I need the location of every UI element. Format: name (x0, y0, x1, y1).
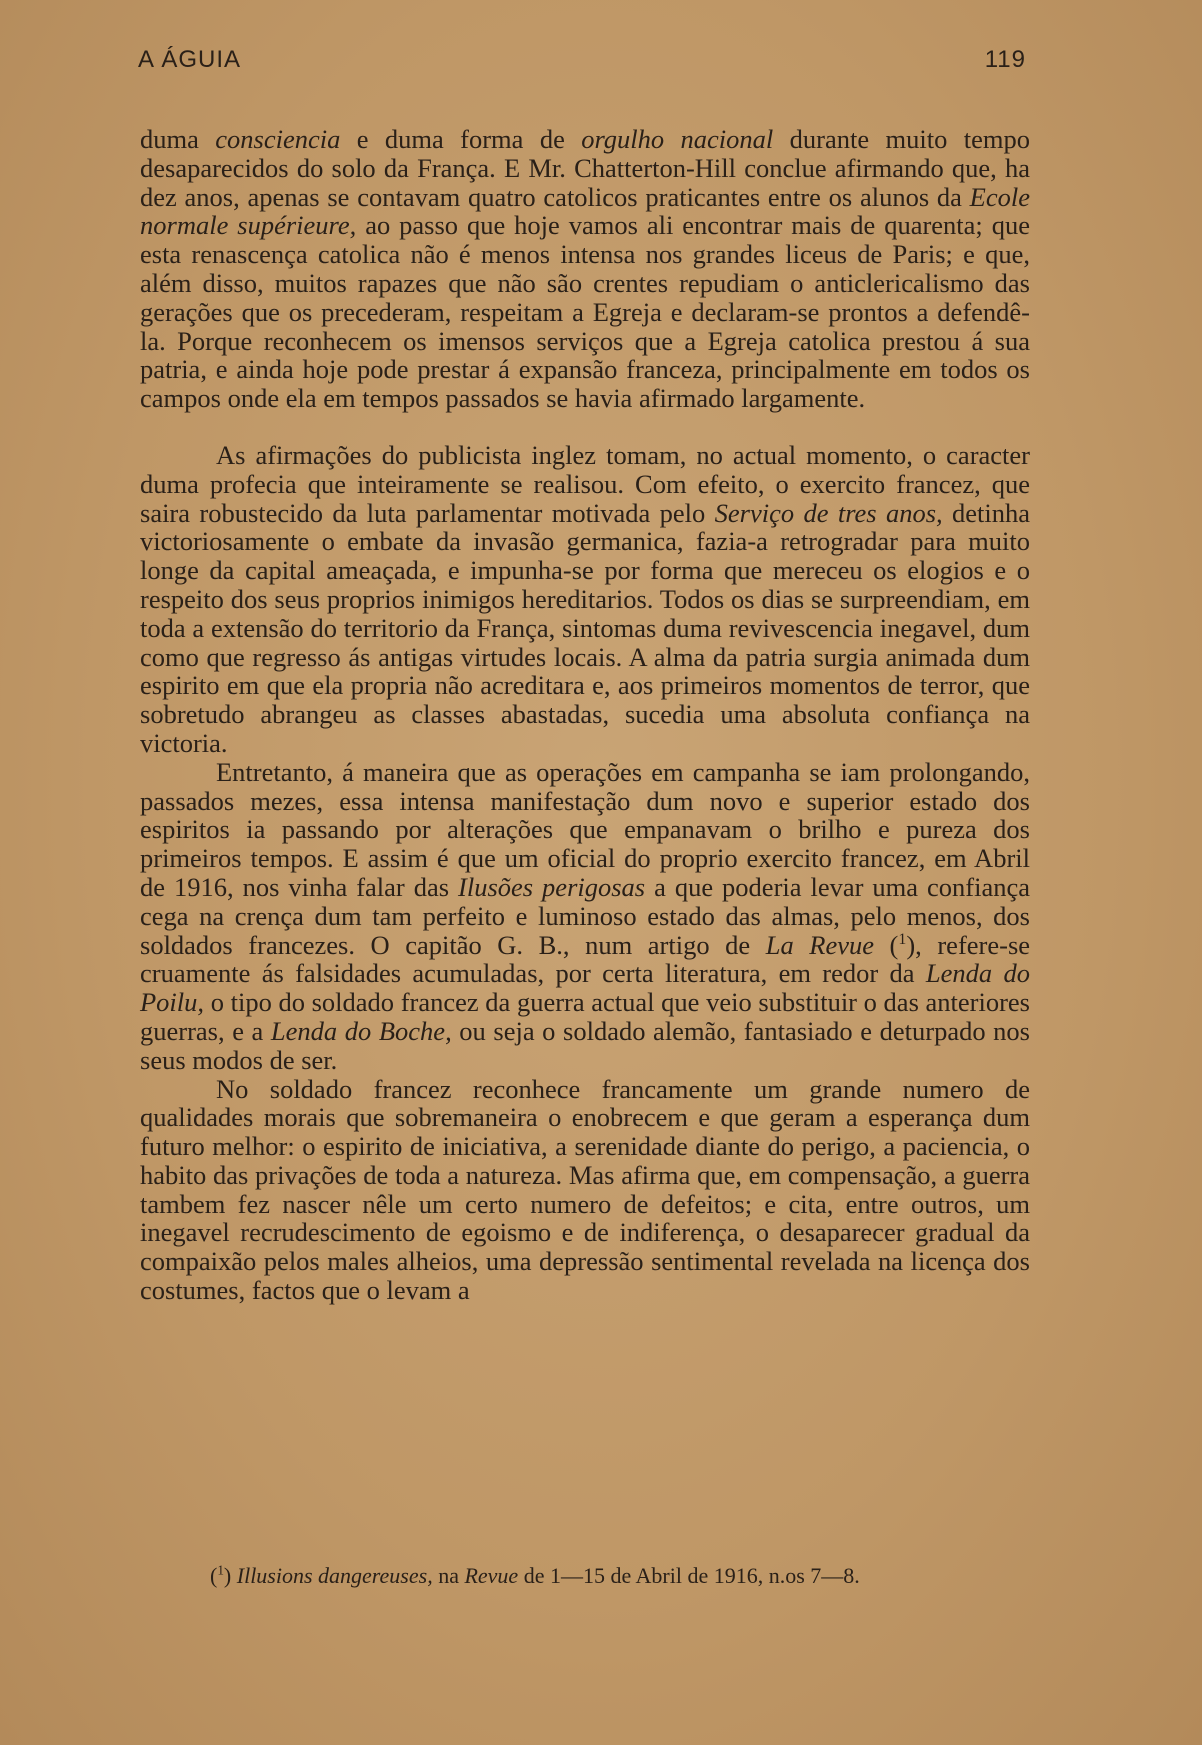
text-run: ), refere-se cruamente ás falsidades acumuladas, por certa literatura, em redor da (140, 929, 1031, 989)
footnote (210, 1562, 1040, 1590)
paragraph-2 (140, 441, 1030, 758)
italic-text: Ilusões perigosas (458, 871, 646, 902)
text-run: ( (874, 929, 899, 960)
text-run: ) (223, 1563, 237, 1588)
italic-text: orgulho nacional (581, 124, 774, 154)
italic-text: Revue (464, 1563, 519, 1588)
text-run: Entretanto, á maneira que as operações em campanha se iam prolongando, passados mezes, essa intensa manifestação dum novo e superior estado dos espiritos ia passando por alterações que empanavam o brilho e pureza dos primeiros tempos. E assim é que um oficial do proprio exercito francez, em Abril de 1916, nos vinha falar das (140, 756, 1030, 902)
italic-text: consciencia (215, 124, 341, 154)
text-run: ao passo que hoje vamos ali encontrar mais de quarenta; que esta renascença catolica não é menos intensa nos grandes liceus de Paris; e que, além disso, muitos rapazes que não são crentes repudiam o anticlericalismo das gerações que os precederam, respeitam a Egreja e declaram-se prontos a defendê-la. Porque reconhecem os imensos serviços que a Egreja catolica prestou á sua patria, e ainda hoje pode prestar á expansão franceza, principalmente em todos os campos onde ela em tempos passados se havia afirmado largamente. (140, 210, 1030, 414)
text-run: a que poderia levar uma confiança cega na crença dum tam perfeito e luminoso estado das almas, pelo menos, dos soldados francezes. O capitão G. B., num artigo de (140, 871, 1031, 960)
body-text (140, 125, 1030, 1305)
text-run: No soldado francez reconhece francamente um grande numero de qualidades morais que sobremaneira o enobrecem e que geram a esperança dum futuro melhor: o espirito de iniciativa, a serenidade diante do perigo, a paciencia, o habito das privações de toda a natureza. Mas afirma que, em compensação, a guerra tambem fez nascer nêle um certo numero de defeitos; e cita, entre outros, um inegavel recrudescimento de egoismo e de indiferença, o desaparecer gradual da compaixão pelos males alheios, uma depressão sentimental revelada na licença dos costumes, factos que o levam a (140, 1073, 1030, 1306)
text-run: As afirmações do publicista inglez tomam, no actual momento, o caracter duma profecia que inteiramente se realisou. Com efeito, o exercito francez, que saira robustecido da luta parlamentar motivada pelo (140, 439, 1030, 528)
text-run: detinha victoriosamente o embate da invasão germanica, fazia-a retrogradar para muito longe da capital ameaçada, e impunha-se por forma que mereceu os elogios e o respeito dos seus proprios inimigos hereditarios. Todos os dias se surpreendiam, em toda a extensão do territorio da França, sintomas duma revivescencia inegavel, dum como que regresso ás antigas virtudes locais. A alma da patria surgia animada dum espirito em que ela propria não acreditara e, aos primeiros momentos de terror, que sobretudo abrangeu as classes abastadas, sucedia uma absoluta confiança na victoria. (140, 497, 1030, 758)
journal-title: A ÁGUIA (138, 46, 242, 73)
text-run: e duma forma de (340, 124, 582, 154)
text-run: ou seja o soldado alemão, fantasiado e deturpado nos seus modos de ser. (140, 1015, 1030, 1075)
italic-text: Serviço de tres anos, (714, 497, 943, 528)
italic-text: Ecole normale supérieure, (140, 181, 1030, 241)
italic-text: Lenda do Boche, (270, 1015, 452, 1046)
text-run: ( (210, 1563, 218, 1588)
footnote-marker: 1 (898, 930, 907, 948)
text-run: o tipo do soldado francez da guerra actual que veio substituir o das anteriores guerras, e a (140, 987, 1030, 1046)
text-run: na (432, 1563, 465, 1588)
page-number: 119 (984, 46, 1026, 73)
paragraph-4 (140, 1075, 1030, 1305)
italic-text: Illusions dangereuses, (236, 1563, 433, 1588)
paragraph-3 (140, 758, 1030, 1075)
paragraph-1 (140, 125, 1030, 413)
text-run: duma (140, 124, 216, 154)
italic-text: La Revue (765, 929, 874, 960)
footnote-marker: 1 (217, 1562, 224, 1578)
italic-text: Lenda do Poilu, (140, 958, 1031, 1018)
text-run: de 1—15 de Abril de 1916, n.os 7—8. (518, 1563, 860, 1588)
text-run: durante muito tempo desaparecidos do solo da França. E Mr. Chatterton-Hill conclue afirmando que, ha dez anos, apenas se contavam quatro catolicos praticantes entre os alunos da (140, 124, 1030, 212)
